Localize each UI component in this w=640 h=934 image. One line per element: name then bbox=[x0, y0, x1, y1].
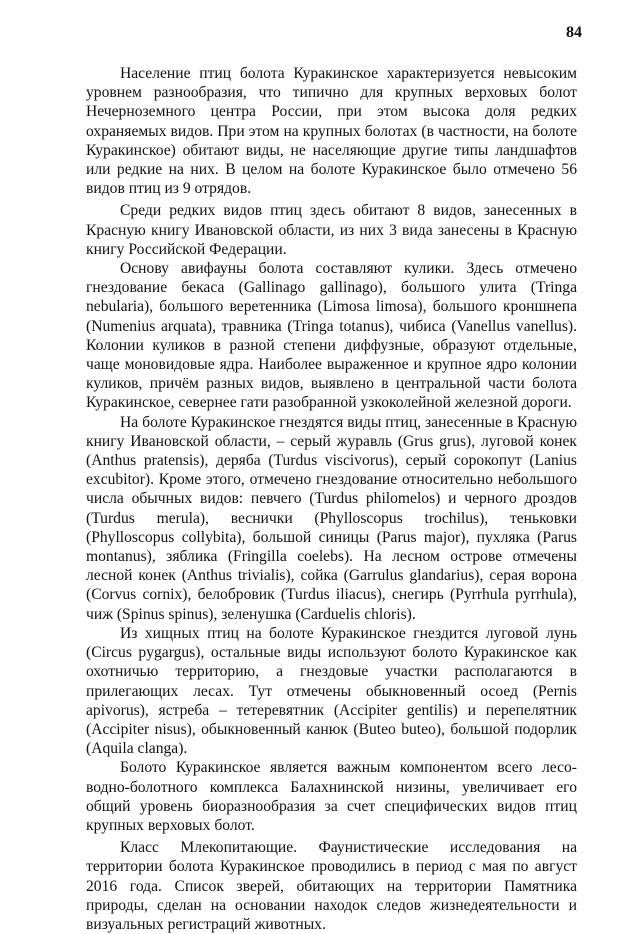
document-body bbox=[86, 64, 577, 934]
paragraph-bird-population: Население птиц болота Куракинское характеризуется невысоким уровнем разнообразия, что типично для крупных верховых болот Нечерноземного центра России, при этом высока доля редких охраняемых видов. При этом на крупных болотах (в частности, на болоте Куракинское) обитают виды, не населяющие другие типы ландшафтов или редкие на них. В целом на болоте Куракинское было отмечено 56 видов птиц из 9 отрядов. bbox=[86, 65, 577, 198]
paragraph-rare-species: Среди редких видов птиц здесь обитают 8 видов, занесенных в Красную книгу Ивановской области, из них 3 вида занесены в Красную книгу Российской Федерации. bbox=[86, 202, 577, 258]
paragraph-bog-importance: Болото Куракинское является важным компонентом всего лесо-водно-болотного комплекса Балахнинской низины, увеличивает его общий уровень биоразнообразия за счет специфических видов птиц крупных верховых болот. bbox=[86, 759, 577, 834]
paragraph-waders: Основу авифауны болота составляют кулики. Здесь отмечено гнездование бекаса (Gallinago gallinago), большого улита (Tringa nebularia), большого веретенника (Limosa limosa), большого кроншнепа (Numenius arquata), травника (Tringa totanus), чибиса (Vanellus vanellus). Колонии куликов в разной степени диффузные, образуют отдельные, чаще моновидовые ядра. Наиболее выраженное и крупное ядро колонии куликов, причём разных видов, выявлено в центральной части болота Куракинское, севернее гати разобранной узкоколейной железной дороги. bbox=[86, 260, 577, 412]
paragraph-red-book-species: На болоте Куракинское гнездятся виды птиц, занесенные в Красную книгу Ивановской области, – серый журавль (Grus grus), луговой конек (Anthus pratensis), деряба (Turdus viscivorus), серый сорокопут (Lanius excubitor). Кроме этого, отмечено гнездование относительно небольшого числа обычных видов: певчего (Turdus philomelos) и черного дроздов (Turdus merula), веснички (Phylloscopus trochilus), теньковки (Phylloscopus collybita), большой синицы (Parus major), пухляка (Parus montanus), зяблика (Fringilla coelebs). На лесном острове отмечены лесной конек (Anthus trivialis), сойка (Garrulus glandarius), серая ворона (Corvus cornix), белобровик (Turdus iliacus), снегирь (Pyrrhula pyrrhula), чиж (Spinus spinus), зеленушка (Carduelis chloris). bbox=[86, 413, 577, 623]
page-number: 84 bbox=[566, 24, 582, 41]
paragraph-mammals: Класс Млекопитающие. Фаунистические исследования на территории болота Куракинское проводились в период с мая по август 2016 года. Список зверей, обитающих на территории Памятника природы, сделан на основании находок следов жизнедеятельности и визуальных регистраций животных. bbox=[86, 839, 577, 933]
paragraph-birds-of-prey: Из хищных птиц на болоте Куракинское гнездится луговой лунь (Circus pygargus), остальные виды используют болото Куракинское как охотничью территорию, а гнездовые участки располагаются в прилегающих лесах. Тут отмечены обыкновенный осоед (Pernis apivorus), ястреба – тетеревятник (Accipiter gentilis) и перепелятник (Accipiter nisus), обыкновенный канюк (Buteo buteo), большой подорлик (Aquila clanga). bbox=[86, 624, 577, 758]
